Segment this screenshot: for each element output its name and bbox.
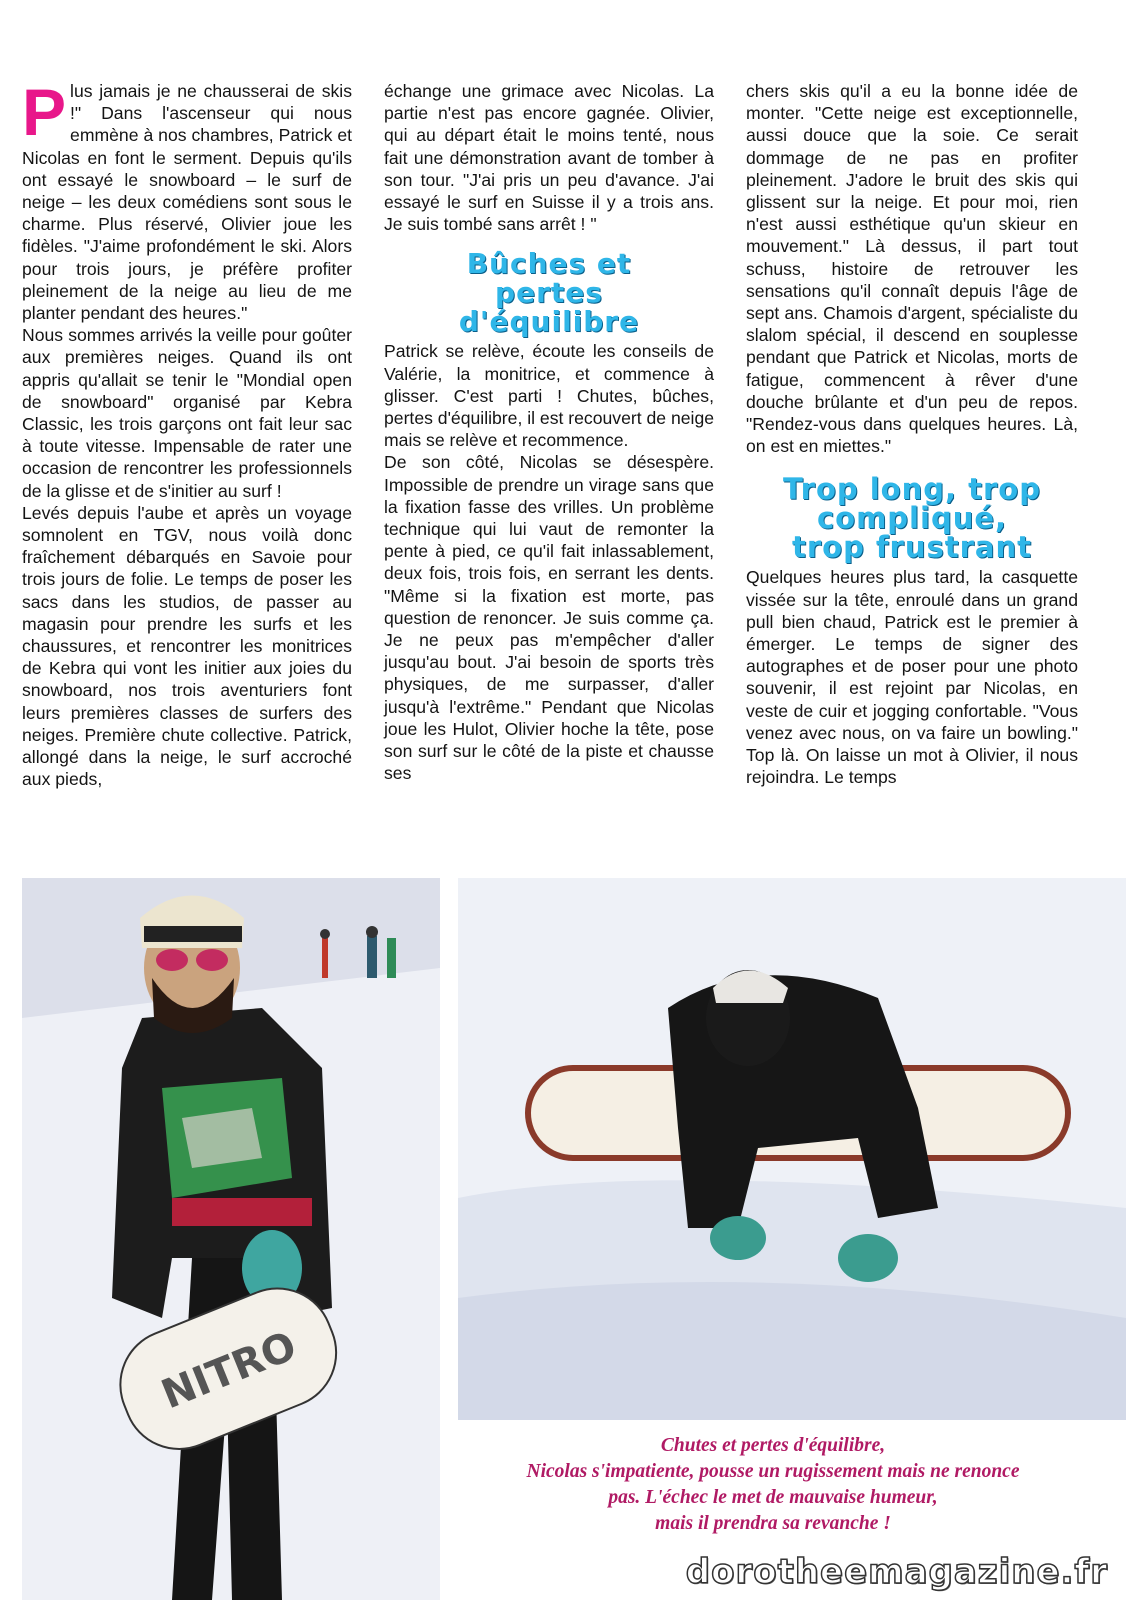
photo-snowboarder-fallen — [458, 878, 1126, 1420]
paragraph: Nous sommes arrivés la veille pour goûter aux premières neiges. Quand ils ont appris qu'allait se tenir le "Mondial open de snowboard" organisé par Kebra Classic, les trois garçons ont fait leur sac à toute vitesse. Impensable de rater une occasion de rencontrer les professionnels de la glisse et de s'initier au surf ! — [22, 325, 352, 501]
paragraph: chers skis qu'il a eu la bonne idée de monter. "Cette neige est exceptionnelle, aussi douce que la soie. Ce serait dommage de ne pas en profiter pleinement. J'adore le bruit des skis qui glissent sur la neige. Et pour moi, rien n'est aussi esthétique qu'un skieur en mouvement." Là dessus, il part tout schuss, histoire de retrouver les sensations qu'il connaît depuis l'âge de sept ans. Chamois d'argent, spécialiste du slalom spécial, il descend en souplesse pendant que Patrick et Nicolas, morts de fatigue, commencent à rêver d'une douche brûlante et d'un peu de repos. "Rendez-vous dans quelques heures. Là, on est en miettes." — [746, 81, 1078, 457]
heading-line: compliqué, — [816, 501, 1008, 536]
heading-line: pertes — [495, 276, 603, 310]
paragraph-text: lus jamais je ne chausserai de skis !" Dans l'ascenseur qui nous emmène à nos chambres, Patrick et Nicolas en font le serment. Depuis qu'ils ont essayé le snowboard – le surf de neige – les deux comédiens sont sous le charme. Plus réservé, Olivier joue les fidèles. "J'aime profondément le ski. Alors pour trois jours, je préfère profiter pleinement de la neige au lieu de me planter pendant des heures." — [22, 81, 352, 324]
photo-illustration — [458, 878, 1126, 1420]
heading-line: Bûches et — [466, 247, 632, 281]
photo-caption — [458, 1433, 1088, 1537]
paragraph: De son côté, Nicolas se désespère. Impossible de prendre un virage sans que la fixation fasse des vrilles. Un problème technique qui lui vaut de remonter la pente à pied, ce qu'il fait inlassablement, deux fois, trois fois, en serrant les dents. "Même si la fixation est morte, pas question de renoncer. Je suis comme ça. Je ne peux pas m'empêcher d'aller jusqu'au bout. J'ai besoin de sports très physiques, de me surpasser, d'aller jusqu'à l'extrême." Pendant que Nicolas joue les Hulot, Olivier hoche la tête, pose son surf sur le côté de la piste et chausse ses — [384, 452, 714, 784]
caption-line: mais il prendra sa revanche ! — [655, 1513, 891, 1534]
article-column-2 — [384, 80, 714, 784]
paragraph: Patrick se relève, écoute les conseils de Valérie, la monitrice, et commence à glisser. C'est parti ! Chutes, bûches, pertes d'équilibre, il est recouvert de neige mais se relève et recommence. — [384, 341, 715, 451]
article-column-3 — [746, 80, 1078, 788]
heading-line: trop frustrant — [791, 530, 1032, 565]
caption-line: Nicolas s'impatiente, pousse un rugissement mais ne renonce — [526, 1461, 1020, 1482]
site-watermark: dorotheemagazine.fr — [685, 1552, 1108, 1592]
section-heading-2 — [746, 472, 1078, 565]
heading-line: d'équilibre — [458, 305, 640, 339]
section-heading-1 — [384, 247, 714, 339]
paragraph: Levés depuis l'aube et après un voyage somnolent en TGV, nous voilà donc fraîchement débarqués en Savoie pour trois jours de folie. Le temps de poser les sacs dans les studios, de passer au magasin pour prendre les surfs et les chaussures, et rencontrer les monitrices de Kebra qui vont les initier aux joies du snowboard, nos trois aventuriers font leurs premières classes de surfers des neiges. Première chute collective. Patrick, allongé dans la neige, le surf accroché aux pieds, — [22, 502, 352, 790]
snowboard-brand-text: NITRO — [155, 1322, 303, 1419]
paragraph — [22, 75, 352, 324]
drop-cap: P — [22, 75, 67, 149]
caption-line: pas. L'échec le met de mauvaise humeur, — [608, 1487, 938, 1508]
photo-snowboarder-standing — [22, 878, 440, 1600]
photo-illustration — [22, 878, 440, 1600]
heading-line: Trop long, trop — [783, 472, 1041, 507]
caption-line: Chutes et pertes d'équilibre, — [660, 1435, 886, 1456]
paragraph: échange une grimace avec Nicolas. La partie n'est pas encore gagnée. Olivier, qui au départ était le moins tenté, nous fait une démonstration avant de tomber à son tour. "J'ai pris un peu d'avance. J'ai essayé le surf en Suisse il y a trois ans. Je suis tombé sans arrêt ! " — [384, 81, 714, 235]
article-column-1 — [22, 75, 352, 791]
paragraph: Quelques heures plus tard, la casquette vissée sur la tête, enroulé dans un grand pull bien chaud, Patrick est le premier à émerger. Le temps de signer des autographes et de poser pour une photo souvenir, il est rejoint par Nicolas, en veste de cuir et jogging confortable. "Vous venez avec nous, on va faire un bowling." Top là. On laisse un mot à Olivier, il nous rejoindra. Le temps — [746, 567, 1078, 788]
